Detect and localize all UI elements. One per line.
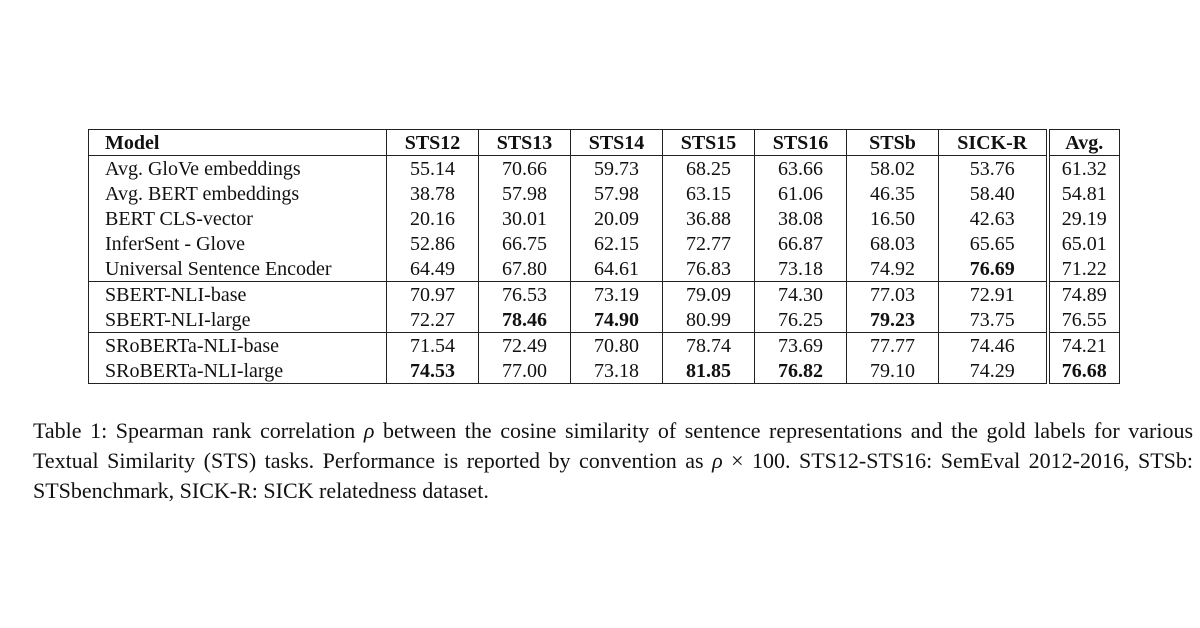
- score-cell: 46.35: [847, 181, 939, 206]
- score-cell: 74.29: [939, 358, 1048, 384]
- header-avg: Avg.: [1048, 130, 1120, 156]
- score-cell: 76.69: [939, 256, 1048, 282]
- score-cell: 78.74: [663, 333, 755, 359]
- header-sts14: STS14: [571, 130, 663, 156]
- score-cell: 74.46: [939, 333, 1048, 359]
- score-cell: 76.25: [755, 307, 847, 333]
- table-row: [89, 307, 1120, 333]
- score-cell: 80.99: [663, 307, 755, 333]
- score-cell: 61.06: [755, 181, 847, 206]
- score-cell: 66.87: [755, 231, 847, 256]
- score-cell: 77.77: [847, 333, 939, 359]
- rho-symbol-2: ρ: [712, 448, 723, 473]
- score-cell: 65.01: [1048, 231, 1120, 256]
- score-cell: 61.32: [1048, 156, 1120, 182]
- header-model: Model: [89, 130, 387, 156]
- caption-text-2: between the cosine similarity of sentence representations and the gold labels for various Textual Similarity (STS) tasks. Performance is reported by convention as: [33, 418, 1194, 473]
- score-cell: 74.90: [571, 307, 663, 333]
- score-cell: 70.97: [387, 282, 479, 308]
- score-cell: 70.80: [571, 333, 663, 359]
- table-row: [89, 206, 1120, 231]
- table-caption: [33, 416, 1193, 506]
- caption-label: Table 1:: [33, 418, 108, 443]
- score-cell: 76.83: [663, 256, 755, 282]
- table-row: [89, 256, 1120, 282]
- score-cell: 64.61: [571, 256, 663, 282]
- score-cell: 58.40: [939, 181, 1048, 206]
- table-header-row: [89, 130, 1120, 156]
- table-row: [89, 282, 1120, 308]
- score-cell: 59.73: [571, 156, 663, 182]
- table-row: [89, 156, 1120, 182]
- score-cell: 76.68: [1048, 358, 1120, 384]
- score-cell: 79.10: [847, 358, 939, 384]
- header-sts16: STS16: [755, 130, 847, 156]
- score-cell: 55.14: [387, 156, 479, 182]
- score-cell: 74.53: [387, 358, 479, 384]
- score-cell: 29.19: [1048, 206, 1120, 231]
- score-cell: 73.18: [571, 358, 663, 384]
- score-cell: 36.88: [663, 206, 755, 231]
- score-cell: 65.65: [939, 231, 1048, 256]
- model-name-cell: SRoBERTa-NLI-large: [89, 358, 387, 384]
- header-sts13: STS13: [479, 130, 571, 156]
- score-cell: 73.69: [755, 333, 847, 359]
- score-cell: 77.03: [847, 282, 939, 308]
- score-cell: 73.18: [755, 256, 847, 282]
- score-cell: 79.09: [663, 282, 755, 308]
- rho-symbol: ρ: [363, 418, 375, 443]
- score-cell: 57.98: [479, 181, 571, 206]
- score-cell: 74.30: [755, 282, 847, 308]
- score-cell: 64.49: [387, 256, 479, 282]
- score-cell: 73.75: [939, 307, 1048, 333]
- score-cell: 76.53: [479, 282, 571, 308]
- score-cell: 52.86: [387, 231, 479, 256]
- score-cell: 79.23: [847, 307, 939, 333]
- score-cell: 58.02: [847, 156, 939, 182]
- score-cell: 72.77: [663, 231, 755, 256]
- results-table: [88, 129, 1120, 384]
- header-sts15: STS15: [663, 130, 755, 156]
- score-cell: 20.09: [571, 206, 663, 231]
- score-cell: 68.25: [663, 156, 755, 182]
- score-cell: 71.54: [387, 333, 479, 359]
- score-cell: 72.49: [479, 333, 571, 359]
- score-cell: 71.22: [1048, 256, 1120, 282]
- score-cell: 78.46: [479, 307, 571, 333]
- model-name-cell: InferSent - Glove: [89, 231, 387, 256]
- header-sick-r: SICK-R: [939, 130, 1048, 156]
- score-cell: 70.66: [479, 156, 571, 182]
- score-cell: 38.78: [387, 181, 479, 206]
- model-name-cell: SBERT-NLI-base: [89, 282, 387, 308]
- caption-text-1: Spearman rank correlation: [115, 418, 356, 443]
- model-name-cell: Avg. BERT embeddings: [89, 181, 387, 206]
- score-cell: 74.89: [1048, 282, 1120, 308]
- score-cell: 72.91: [939, 282, 1048, 308]
- table-row: [89, 333, 1120, 359]
- caption-text-3: × 100. STS12-STS16: SemEval 2012-2016, STSb: STSbenchmark, SICK-R: SICK relatedness dataset.: [33, 448, 1194, 503]
- score-cell: 81.85: [663, 358, 755, 384]
- score-cell: 73.19: [571, 282, 663, 308]
- model-name-cell: SRoBERTa-NLI-base: [89, 333, 387, 359]
- score-cell: 54.81: [1048, 181, 1120, 206]
- score-cell: 57.98: [571, 181, 663, 206]
- table-row: [89, 231, 1120, 256]
- score-cell: 67.80: [479, 256, 571, 282]
- table-row: [89, 181, 1120, 206]
- score-cell: 77.00: [479, 358, 571, 384]
- score-cell: 63.15: [663, 181, 755, 206]
- score-cell: 16.50: [847, 206, 939, 231]
- header-sts12: STS12: [387, 130, 479, 156]
- score-cell: 68.03: [847, 231, 939, 256]
- score-cell: 42.63: [939, 206, 1048, 231]
- score-cell: 53.76: [939, 156, 1048, 182]
- model-name-cell: SBERT-NLI-large: [89, 307, 387, 333]
- table-row: [89, 358, 1120, 384]
- score-cell: 63.66: [755, 156, 847, 182]
- score-cell: 76.55: [1048, 307, 1120, 333]
- table-body: [89, 156, 1120, 384]
- score-cell: 72.27: [387, 307, 479, 333]
- model-name-cell: BERT CLS-vector: [89, 206, 387, 231]
- score-cell: 66.75: [479, 231, 571, 256]
- header-stsb: STSb: [847, 130, 939, 156]
- score-cell: 74.21: [1048, 333, 1120, 359]
- score-cell: 76.82: [755, 358, 847, 384]
- score-cell: 74.92: [847, 256, 939, 282]
- score-cell: 62.15: [571, 231, 663, 256]
- score-cell: 38.08: [755, 206, 847, 231]
- score-cell: 30.01: [479, 206, 571, 231]
- model-name-cell: Universal Sentence Encoder: [89, 256, 387, 282]
- score-cell: 20.16: [387, 206, 479, 231]
- model-name-cell: Avg. GloVe embeddings: [89, 156, 387, 182]
